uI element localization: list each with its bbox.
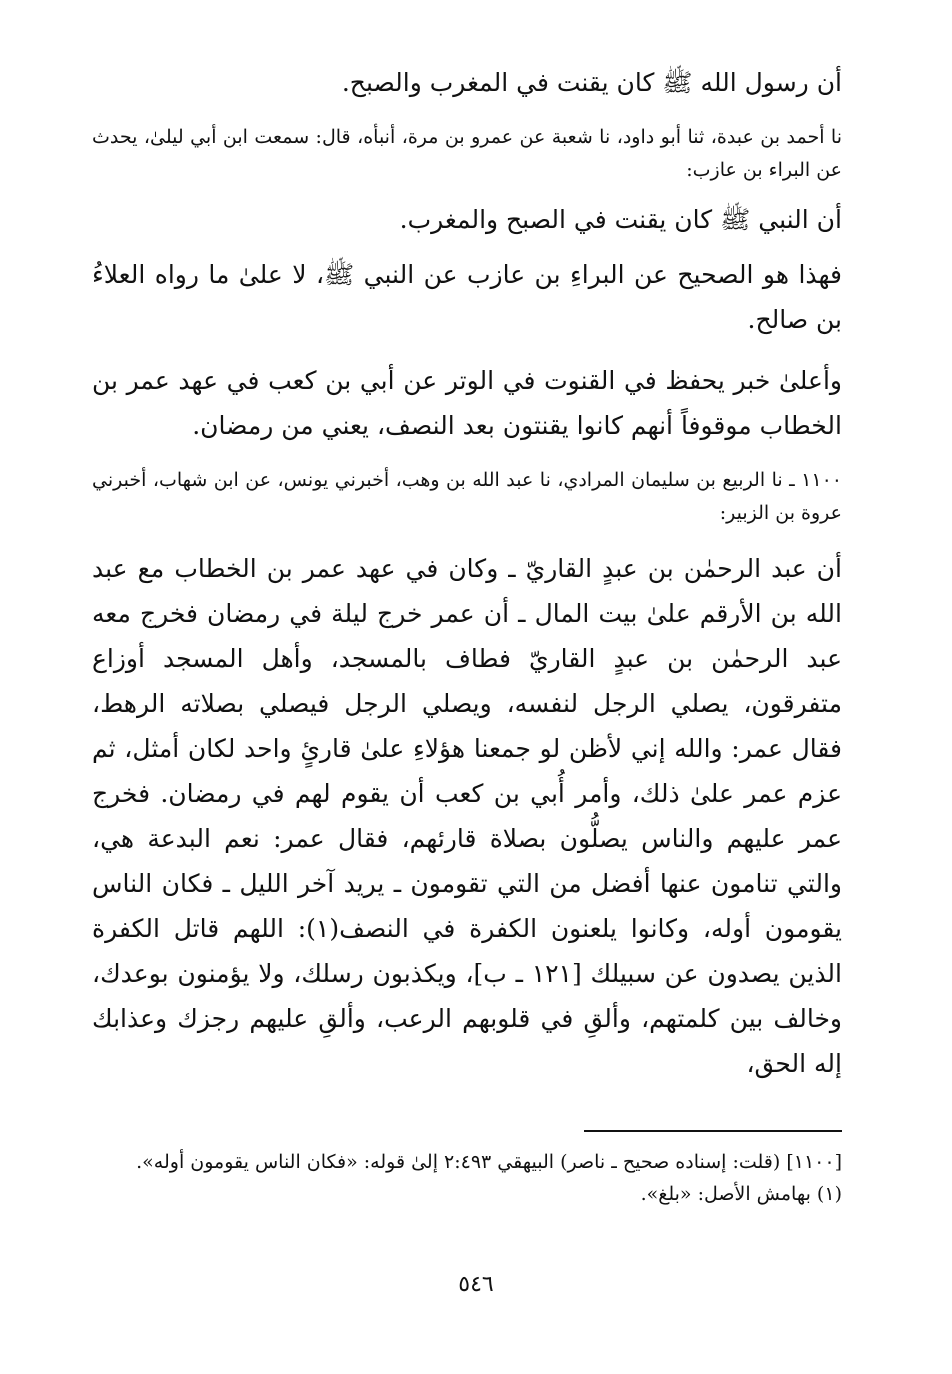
footnote: (١) بهامش الأصل: «بلغ». [640, 1183, 842, 1205]
footnote: [١١٠٠] (قلت: إسناده صحيح ـ ناصر) البيهقي ٢:٤٩٣ إلىٰ قوله: «فكان الناس يقومون أوله». [136, 1151, 842, 1173]
commentary-text: وأعلىٰ خبر يحفظ في القنوت في الوتر عن أبي بن كعب في عهد عمر بن الخطاب موقوفاً أنهم كانوا يقنتون بعد النصف، يعني من رمضان. [92, 366, 842, 440]
commentary-text: فهذا هو الصحيح عن البراءِ بن عازب عن النبي ﷺ، لا علىٰ ما رواه العلاءُ بن صالح. [92, 260, 842, 334]
hadith-text: أن عبد الرحمٰن بن عبدٍ القاريّ ـ وكان في عهد عمر بن الخطاب مع عبد الله بن الأرقم علىٰ بيت المال ـ أن عمر خرج ليلة في رمضان فخرج معه عبد الرحمٰن بن عبدٍ القاريّ فطاف بالمسجد، وأهل المسجد أوزاع متفرقون، يصلي الرجل لنفسه، ويصلي الرجل فيصلي بصلاته الرهط، فقال عمر: والله إني لأظن لو جمعنا هؤلاءِ علىٰ قارئٍ واحد لكان أمثل، ثم عزم عمر علىٰ ذلك، وأمر أُبي بن كعب أن يقوم لهم في رمضان. فخرج عمر عليهم والناس يصلُّون بصلاة قارئهم، فقال عمر: نعم البدعة هي، والتي تنامون عنها أفضل من التي تقومون ـ يريد آخر الليل ـ فكان الناس يقومون أوله، وكانوا يلعنون الكفرة في النصف(١): اللهم قاتل الكفرة الذين يصدون عن سبيلك [١٢١ ـ ب]، ويكذبون رسلك، ولا يؤمنون بوعدك، وخالف بين كلمتهم، وألقِ في قلوبهم الرعب، وألقِ عليهم رجزك وعذابك إله الحق، [92, 554, 843, 1078]
page-number: ٥٤٦ [458, 1272, 494, 1297]
hadith-text: أن رسول الله ﷺ كان يقنت في المغرب والصبح. [341, 68, 842, 97]
footnote-divider [584, 1130, 842, 1132]
isnad-chain: ١١٠٠ ـ نا الربيع بن سليمان المرادي، نا عبد الله بن وهب، أخبرني يونس، عن ابن شهاب، أخبرني عروة بن الزبير: [92, 469, 842, 524]
hadith-text: أن النبي ﷺ كان يقنت في الصبح والمغرب. [399, 205, 842, 234]
isnad-chain: نا أحمد بن عبدة، ثنا أبو داود، نا شعبة عن عمرو بن مرة، أنبأه، قال: سمعت ابن أبي ليلىٰ، يحدث عن البراء بن عازب: [92, 126, 842, 181]
